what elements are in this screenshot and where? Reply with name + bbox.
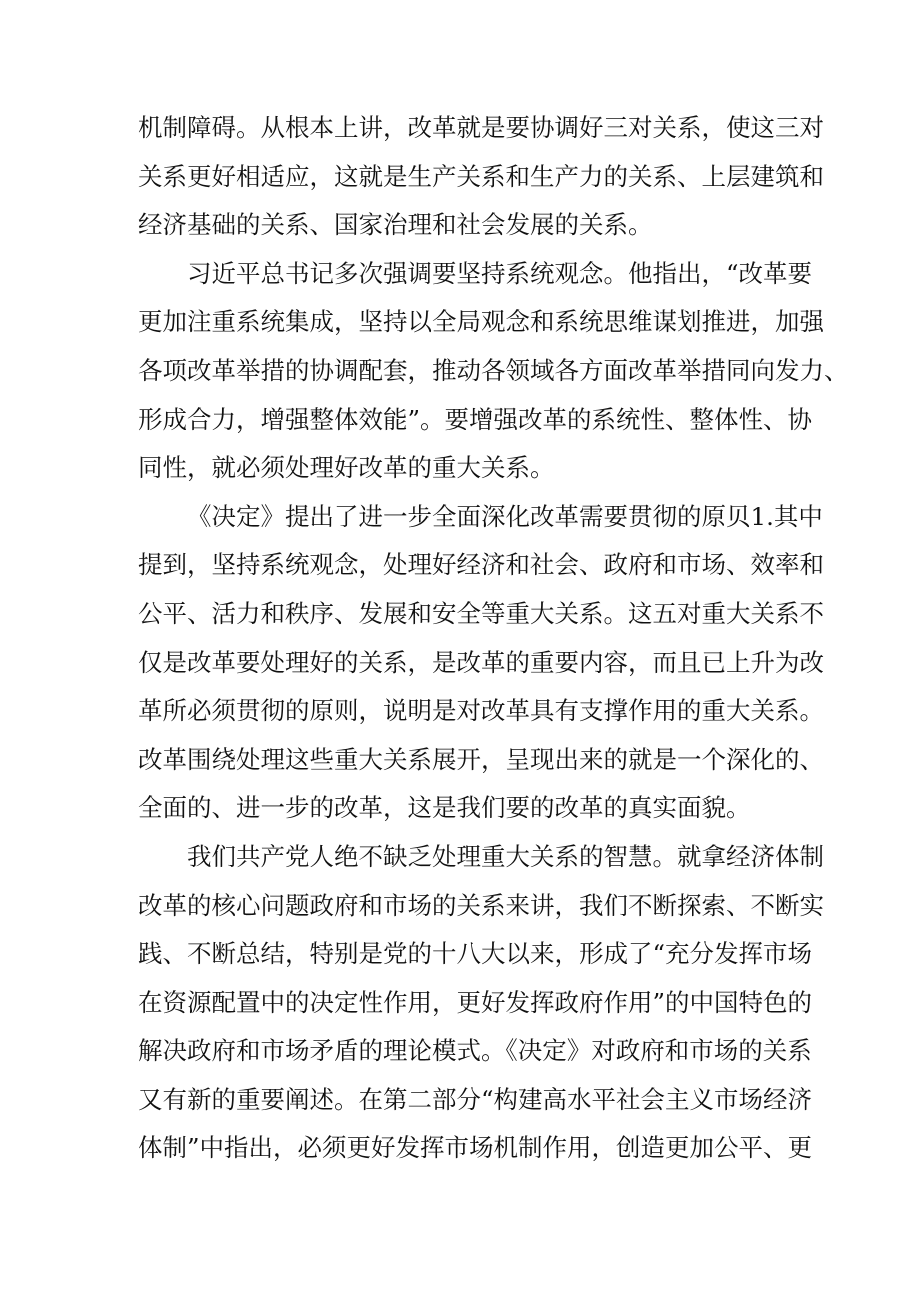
text-line: 又有新的重要阐述。在第二部分“构建高水平社会主义市场经济 [138, 1084, 813, 1114]
text-line: 形成合力，增强整体效能”。要增强改革的系统性、整体性、协 [138, 404, 813, 434]
text-line: 习近平总书记多次强调要坚持系统观念。他指出，“改革要 [187, 258, 813, 288]
text-line: 提到，坚持系统观念，处理好经济和社会、政府和市场、效率和 [138, 550, 824, 580]
text-line: 经济基础的关系、国家治理和社会发展的关系。 [138, 210, 653, 240]
text-line: 《决定》提出了进一步全面深化改革需要贯彻的原贝1.其中 [187, 501, 823, 531]
document-body [138, 104, 849, 1173]
text-line: 我们共产党人绝不缺乏处理重大关系的智慧。就拿经济体制 [187, 841, 824, 871]
text-line: 更加注重系统集成，坚持以全局观念和系统思维谋划推进，加强 [138, 307, 824, 337]
text-line: 机制障碍。从根本上讲，改革就是要协调好三对关系，使这三对 [138, 113, 824, 142]
text-line: 解决政府和市场矛盾的理论模式。《决定》对政府和市场的关系 [138, 1036, 812, 1066]
text-line: 各项改革举措的协调配套，推动各领域各方面改革举措同向发力、 [138, 355, 849, 385]
text-line: 公平、活力和秩序、发展和安全等重大关系。这五对重大关系不 [138, 598, 824, 628]
text-line: 全面的、进一步的改革，这是我们要的改革的真实面貌。 [138, 793, 751, 823]
text-line: 体制”中指出，必须更好发挥市场机制作用，创造更加公平、更 [138, 1133, 813, 1163]
text-line: 仅是改革要处理好的关系，是改革的重要内容，而且已上升为改 [138, 647, 824, 677]
text-line: 关系更好相适应，这就是生产关系和生产力的关系、上层建筑和 [138, 161, 824, 191]
text-line: 革所必须贯彻的原则，说明是对改革具有支撑作用的重大关系。 [138, 696, 824, 726]
text-line: 同性，就必须处理好改革的重大关系。 [138, 453, 555, 483]
text-line: 践、不断总结，特别是党的十八大以来，形成了“充分发挥市场 [138, 939, 813, 969]
text-line: 改革围绕处理这些重大关系展开，呈现出来的就是一个深化的、 [138, 744, 824, 774]
text-line: 改革的核心问题政府和市场的关系来讲，我们不断探索、不断实 [138, 890, 824, 920]
text-line: 在资源配置中的决定性作用，更好发挥政府作用”的中国特色的 [138, 987, 813, 1017]
